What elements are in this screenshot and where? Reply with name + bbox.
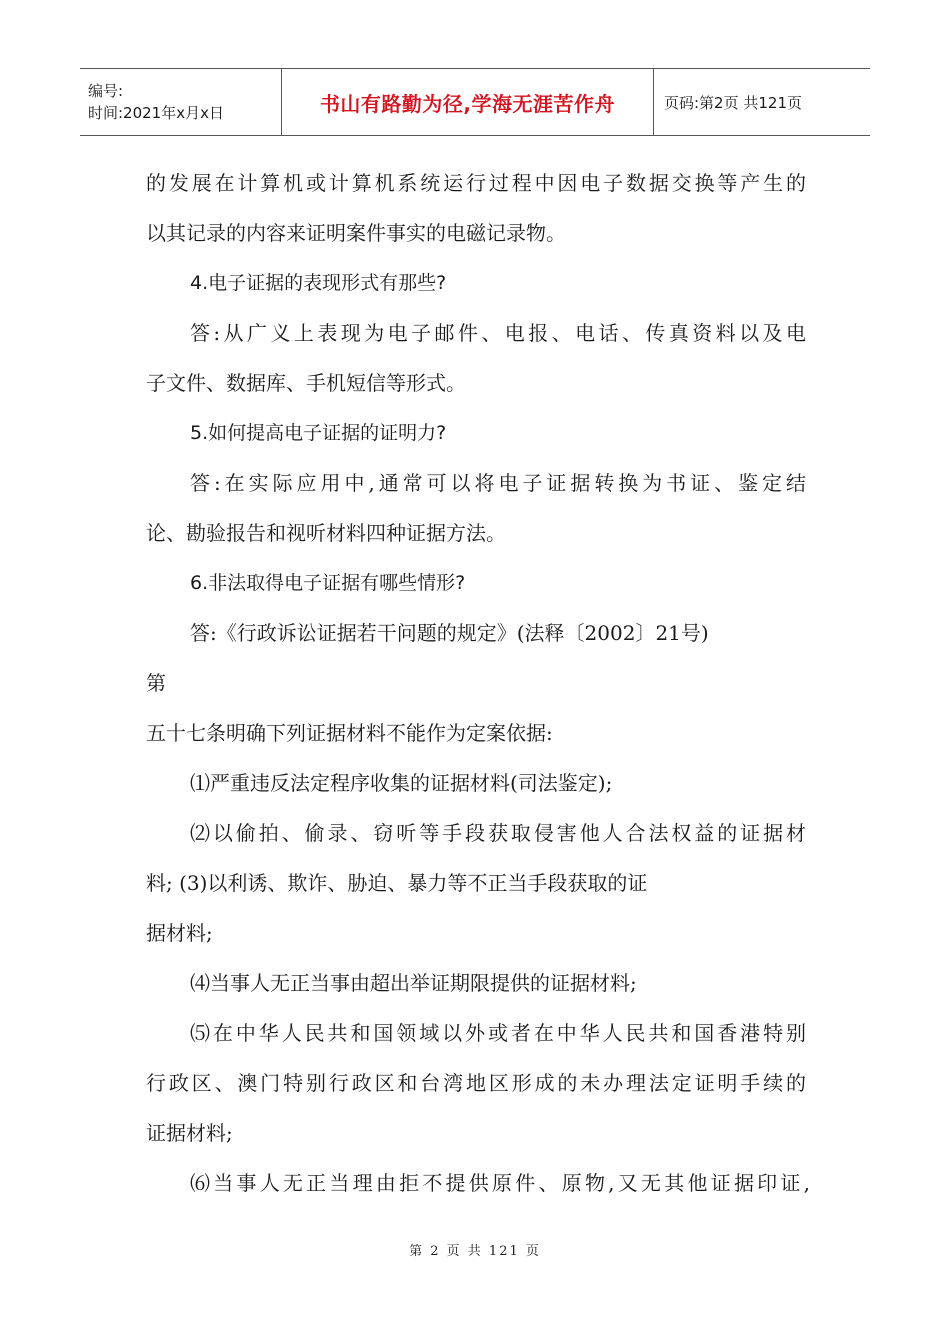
body-line: 答:在实际应用中,通常可以将电子证据转换为书证、鉴定结 <box>190 471 806 495</box>
list-item: 料; (3)以利诱、欺诈、胁迫、暴力等不正当手段获取的证 <box>146 871 648 895</box>
list-item: ⑷当事人无正当事由超出举证期限提供的证据材料; <box>190 971 637 995</box>
list-item: ⑴严重违反法定程序收集的证据材料(司法鉴定); <box>190 771 613 795</box>
number-label: 编号: <box>88 82 124 100</box>
body-line: 答:从广义上表现为电子邮件、电报、电话、传真资料以及电 <box>190 321 806 345</box>
list-item: 证据材料; <box>146 1121 233 1145</box>
body-line: 五十七条明确下列证据材料不能作为定案依据: <box>146 721 553 745</box>
header-motto <box>282 69 654 135</box>
body-line: 的发展在计算机或计算机系统运行过程中因电子数据交换等产生的 <box>146 171 806 195</box>
question-heading: 6.非法取得电子证据有哪些情形? <box>190 572 466 594</box>
body-line: 论、勘验报告和视听材料四种证据方法。 <box>146 521 506 545</box>
motto-text: 书山有路勤为径,学海无涯苦作舟 <box>319 91 616 116</box>
body-line: 第 <box>146 671 166 695</box>
list-item: 行政区、澳门特别行政区和台湾地区形成的未办理法定证明手续的 <box>146 1071 806 1095</box>
page-footer: 第 2 页 共 121 页 <box>409 1244 541 1259</box>
list-item: ⑹当事人无正当理由拒不提供原件、原物,又无其他证据印证, <box>190 1171 810 1195</box>
question-heading: 4.电子证据的表现形式有那些? <box>190 272 447 294</box>
header-table <box>80 68 870 136</box>
body-line: 答:《行政诉讼证据若干问题的规定》(法释〔2002〕21号) <box>190 621 709 645</box>
body-line: 子文件、数据库、手机短信等形式。 <box>146 371 466 395</box>
list-item: ⑵以偷拍、偷录、窃听等手段获取侵害他人合法权益的证据材 <box>190 821 806 845</box>
page-label: 页码:第2页 共121页 <box>664 93 802 112</box>
question-heading: 5.如何提高电子证据的证明力? <box>190 422 447 444</box>
list-item: 据材料; <box>146 921 213 945</box>
header-page <box>654 69 870 135</box>
list-item: ⑸在中华人民共和国领域以外或者在中华人民共和国香港特别 <box>190 1021 806 1045</box>
body-line: 以其记录的内容来证明案件事实的电磁记录物。 <box>146 221 566 245</box>
time-label: 时间:2021年x月x日 <box>88 104 224 122</box>
header-meta <box>80 69 282 135</box>
